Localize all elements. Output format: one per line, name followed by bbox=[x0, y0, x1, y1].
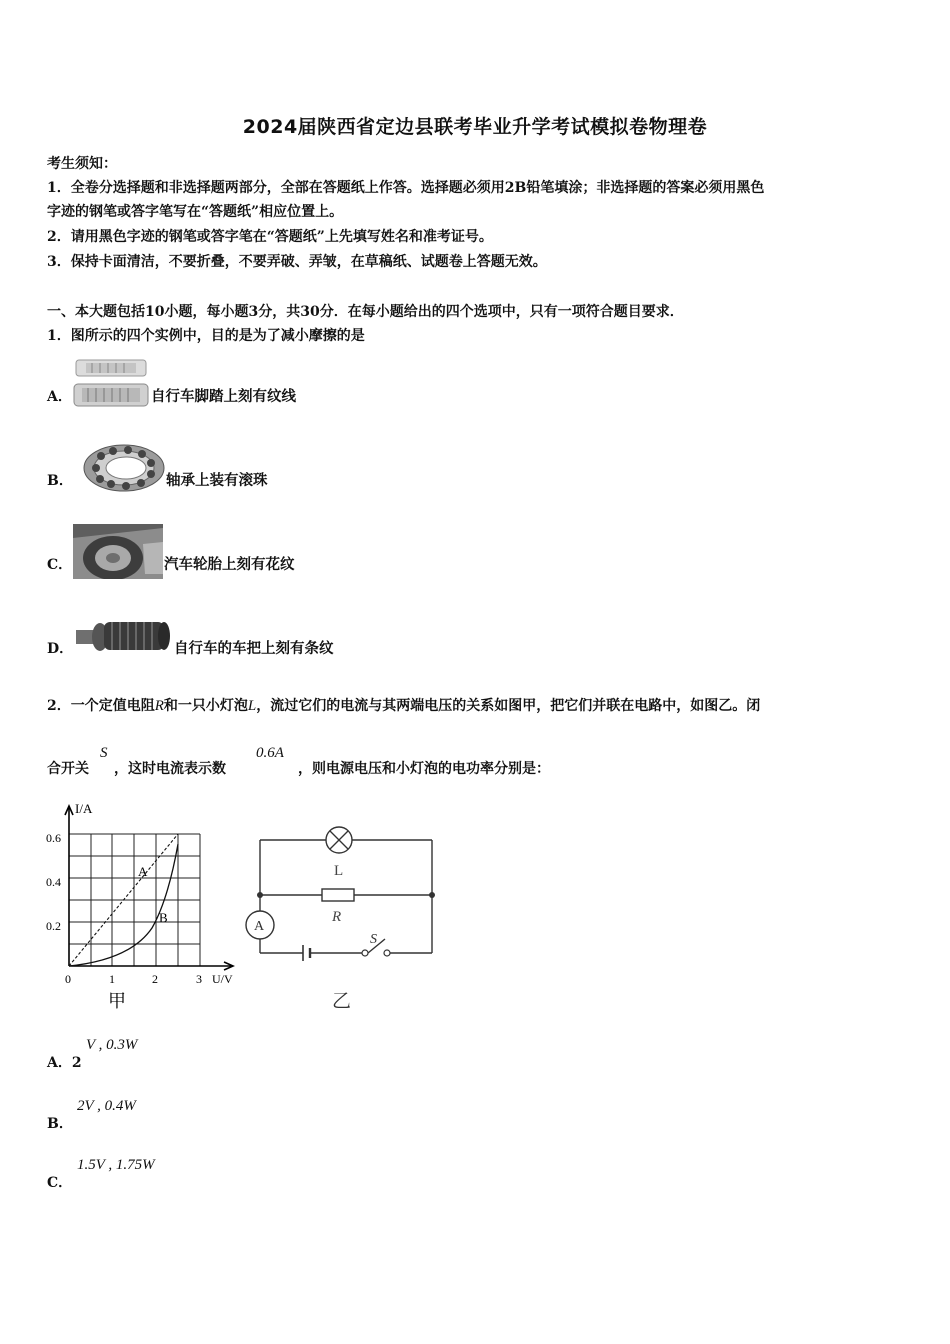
circuit-diagram bbox=[240, 815, 450, 1015]
y-tick: 0.2 bbox=[46, 919, 61, 933]
resistor-label: R bbox=[332, 909, 342, 925]
var-r: R bbox=[154, 698, 164, 714]
x-tick: 2 bbox=[152, 972, 158, 986]
question-2-stem bbox=[47, 696, 760, 716]
option-value: 1.5V , 1.75W bbox=[77, 1157, 155, 1173]
ammeter-label: A bbox=[254, 919, 265, 934]
stem-part: ，流过它们的电流与其两端电压的关系如图甲，把它们并联在电路中，如图乙。闭 bbox=[256, 698, 761, 714]
y-tick: 0.6 bbox=[46, 831, 61, 845]
var-l: L bbox=[247, 698, 257, 714]
question-2-line-2c: ，则电源电压和小灯泡的电功率分别是： bbox=[298, 761, 550, 777]
option-letter bbox=[47, 1052, 82, 1072]
section-heading: 一、本大题包括10小题，每小题3分，共30分．在每小题给出的四个选项中，只有一项符合题目要求． bbox=[47, 304, 684, 320]
notice-item-2: 2．请用黑色字迹的钢笔或答字笔在“答题纸”上先填写姓名和准考证号。 bbox=[47, 229, 493, 245]
iu-graph bbox=[40, 800, 240, 1015]
option-text: 自行车脚踏上刻有纹线 bbox=[151, 388, 296, 405]
tire-image bbox=[73, 524, 163, 579]
current-value: 0.6A bbox=[256, 745, 284, 761]
notice-item-1: 1．全卷分选择题和非选择题两部分，全部在答题纸上作答。选择题必须用2B铅笔填涂；非选择题的答案必须用黑色 bbox=[47, 180, 765, 196]
var-s: S bbox=[100, 745, 108, 761]
bearing-image bbox=[76, 443, 166, 493]
stem-part: 2．一个定值电阻 bbox=[47, 698, 155, 714]
option-letter: B． bbox=[47, 1116, 73, 1132]
x-tick: 0 bbox=[65, 972, 71, 986]
option-value: 2V , 0.4W bbox=[77, 1098, 136, 1114]
option-letter-text: A． bbox=[47, 1055, 72, 1071]
question-1-stem: 1．图所示的四个实例中，目的是为了减小摩擦的是 bbox=[47, 328, 365, 344]
notice-item-1-cont: 字迹的钢笔或答字笔写在“答题纸”相应位置上。 bbox=[47, 204, 344, 220]
lamp-label: L bbox=[334, 863, 344, 879]
x-axis-label: U/V bbox=[212, 972, 233, 986]
option-text: 轴承上装有滚珠 bbox=[166, 472, 268, 489]
option-letter: D． bbox=[47, 641, 74, 657]
option-letter: B． bbox=[47, 473, 73, 489]
option-text: 自行车的车把上刻有条纹 bbox=[174, 640, 334, 657]
x-tick: 3 bbox=[196, 972, 202, 986]
graph-caption: 甲 bbox=[108, 991, 126, 1011]
curve-a-label: A bbox=[138, 864, 148, 879]
curve-b-label: B bbox=[159, 910, 168, 925]
option-letter: A． bbox=[47, 389, 72, 405]
circuit-caption: 乙 bbox=[332, 991, 352, 1012]
option-text: 汽车轮胎上刻有花纹 bbox=[164, 556, 295, 573]
y-axis-label: I/A bbox=[75, 801, 93, 816]
notice-heading: 考生须知： bbox=[47, 156, 117, 172]
option-lead: 2 bbox=[71, 1055, 82, 1071]
option-letter: C． bbox=[47, 1175, 73, 1191]
switch-label: S bbox=[370, 932, 377, 947]
x-tick: 1 bbox=[109, 972, 115, 986]
stem-part: 和一只小灯泡 bbox=[163, 698, 248, 714]
question-2-line-2b: ，这时电流表示数 bbox=[114, 761, 226, 777]
handlebar-image bbox=[76, 610, 172, 658]
page-title: 2024届陕西省定边县联考毕业升学考试模拟卷物理卷 bbox=[242, 116, 708, 138]
notice-item-3: 3．保持卡面清洁，不要折叠，不要弄破、弄皱，在草稿纸、试题卷上答题无效。 bbox=[47, 254, 547, 270]
y-tick: 0.4 bbox=[46, 875, 61, 889]
option-letter: C． bbox=[47, 557, 73, 573]
question-2-line-2: 合开关 bbox=[47, 761, 89, 777]
pedal-image bbox=[72, 358, 150, 410]
option-value: V , 0.3W bbox=[86, 1037, 138, 1053]
